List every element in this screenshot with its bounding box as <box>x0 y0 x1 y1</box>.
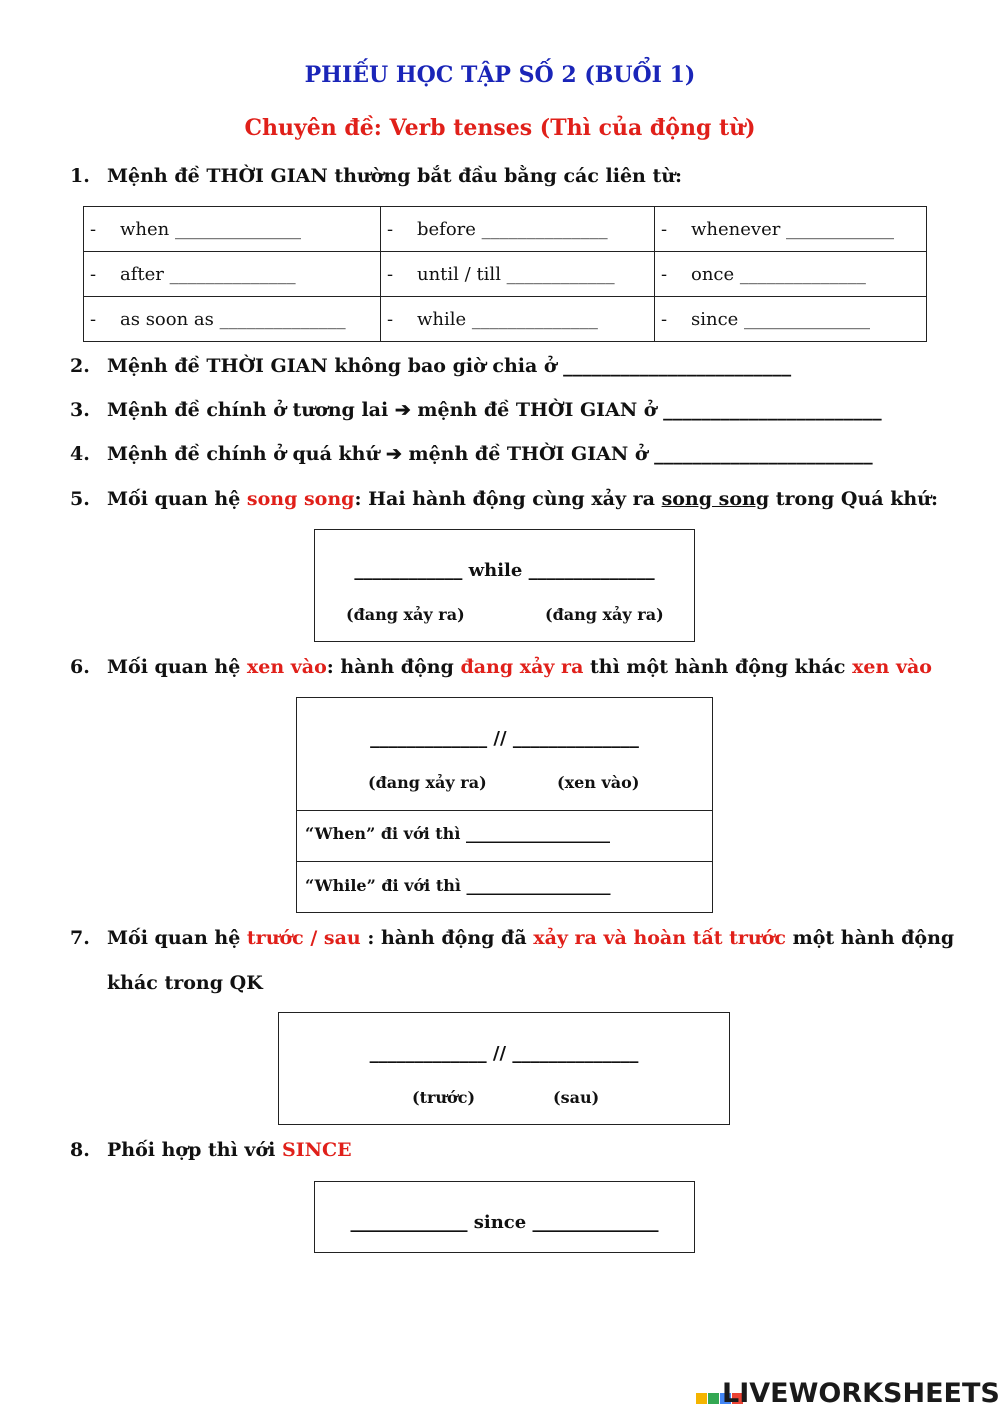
table-cell[interactable]: - before ______________ <box>381 207 655 252</box>
question-text: một hành động <box>786 927 955 949</box>
question-text: Mối quan hệ <box>107 927 247 949</box>
logo-icon <box>696 1381 720 1405</box>
table-cell[interactable]: - once ______________ <box>655 252 927 297</box>
question-number: 4. <box>70 443 90 465</box>
liveworksheets-logo[interactable] <box>696 1378 1000 1409</box>
label-before: (trước) <box>412 1088 476 1107</box>
table-cell[interactable]: - when ______________ <box>84 207 381 252</box>
formula-line[interactable]: ____________ while ______________ <box>354 560 655 581</box>
question-text: thì một hành động khác <box>583 656 853 678</box>
since-formula-box <box>314 1181 695 1253</box>
logo-text: LIVEWORKSHEETS <box>722 1378 1000 1409</box>
label-after: (sau) <box>553 1088 600 1107</box>
cell-text: until / till ____________ <box>417 263 615 285</box>
question-text: mệnh đề THỜI GIAN ở _______________________ <box>408 443 873 465</box>
question-text: mệnh đề THỜI GIAN ở _______________________ <box>417 399 882 421</box>
table-cell[interactable]: - whenever ____________ <box>655 207 927 252</box>
conjunction-table <box>83 206 927 342</box>
question-text: : hành động <box>326 656 461 678</box>
question-5 <box>70 488 938 510</box>
formula-line[interactable]: _____________ // ______________ <box>369 1043 639 1064</box>
question-number: 2. <box>70 355 90 377</box>
question-text: Mệnh đề THỜI GIAN thường bắt đầu bằng các liên từ: <box>107 165 683 187</box>
question-3[interactable] <box>70 399 882 421</box>
highlight-text: song song <box>246 488 355 510</box>
question-text: Mệnh đề THỜI GIAN không bao giờ chia ở ________________________ <box>107 355 792 377</box>
arrow-right-icon: ➔ <box>394 399 411 421</box>
interrupt-formula-box <box>296 697 713 913</box>
underlined-text: song song <box>661 488 770 510</box>
question-number: 5. <box>70 488 90 510</box>
while-tense-line[interactable]: “While” đi với thì __________________ <box>305 876 611 895</box>
table-cell[interactable]: - until / till ____________ <box>381 252 655 297</box>
question-7 <box>70 927 954 949</box>
when-tense-line[interactable]: “When” đi với thì __________________ <box>305 824 610 843</box>
table-row <box>84 297 927 342</box>
before-after-formula-box <box>278 1012 730 1125</box>
highlight-text: xen vào <box>246 656 327 678</box>
label-ongoing: (đang xảy ra) <box>545 605 664 624</box>
cell-text: while ______________ <box>417 308 598 330</box>
highlight-text: xảy ra và hoàn tất trước <box>533 927 786 949</box>
highlight-text: trước / sau <box>246 927 361 949</box>
highlight-text: SINCE <box>281 1139 352 1161</box>
table-row <box>84 207 927 252</box>
question-7-continued: khác trong QK <box>107 972 263 994</box>
cell-text: when ______________ <box>120 218 301 240</box>
parallel-formula-box <box>314 529 695 642</box>
question-text: Mối quan hệ <box>107 656 247 678</box>
question-1 <box>70 165 682 187</box>
cell-text: before ______________ <box>417 218 608 240</box>
table-cell[interactable]: - since ______________ <box>655 297 927 342</box>
divider <box>297 810 712 811</box>
question-text: Mệnh đề chính ở tương lai <box>107 399 389 421</box>
label-ongoing: (đang xảy ra) <box>368 773 487 792</box>
formula-line[interactable]: _____________ since ______________ <box>350 1212 659 1233</box>
highlight-text: đang xảy ra <box>460 656 584 678</box>
table-cell[interactable]: - while ______________ <box>381 297 655 342</box>
question-text: Mối quan hệ <box>107 488 247 510</box>
table-cell[interactable]: - after ______________ <box>84 252 381 297</box>
cell-text: once ______________ <box>691 263 866 285</box>
cell-text: since ______________ <box>691 308 871 330</box>
question-text: trong Quá khứ: <box>769 488 939 510</box>
arrow-right-icon: ➔ <box>385 443 402 465</box>
table-cell[interactable]: - as soon as ______________ <box>84 297 381 342</box>
question-number: 8. <box>70 1139 90 1161</box>
cell-text: whenever ____________ <box>691 218 895 240</box>
question-number: 3. <box>70 399 90 421</box>
highlight-text: xen vào <box>852 656 932 678</box>
label-interrupt: (xen vào) <box>557 773 640 792</box>
worksheet-subtitle: Chuyên đề: Verb tenses (Thì của động từ) <box>244 115 756 141</box>
question-text: Mệnh đề chính ở quá khứ <box>107 443 380 465</box>
table-row <box>84 252 927 297</box>
formula-line[interactable]: _____________ // ______________ <box>370 728 639 749</box>
cell-text: after ______________ <box>120 263 296 285</box>
question-number: 6. <box>70 656 90 678</box>
worksheet-title: PHIẾU HỌC TẬP SỐ 2 (BUỔI 1) <box>304 62 696 88</box>
question-number: 7. <box>70 927 90 949</box>
question-6 <box>70 656 932 678</box>
question-text: : Hai hành động cùng xảy ra <box>354 488 662 510</box>
divider <box>297 861 712 862</box>
cell-text: as soon as ______________ <box>120 308 346 330</box>
question-8 <box>70 1139 352 1161</box>
label-ongoing: (đang xảy ra) <box>346 605 465 624</box>
question-text: Phối hợp thì với <box>107 1139 282 1161</box>
question-text: : hành động đã <box>360 927 534 949</box>
question-4[interactable] <box>70 443 873 465</box>
question-number: 1. <box>70 165 90 187</box>
question-2[interactable] <box>70 355 791 377</box>
